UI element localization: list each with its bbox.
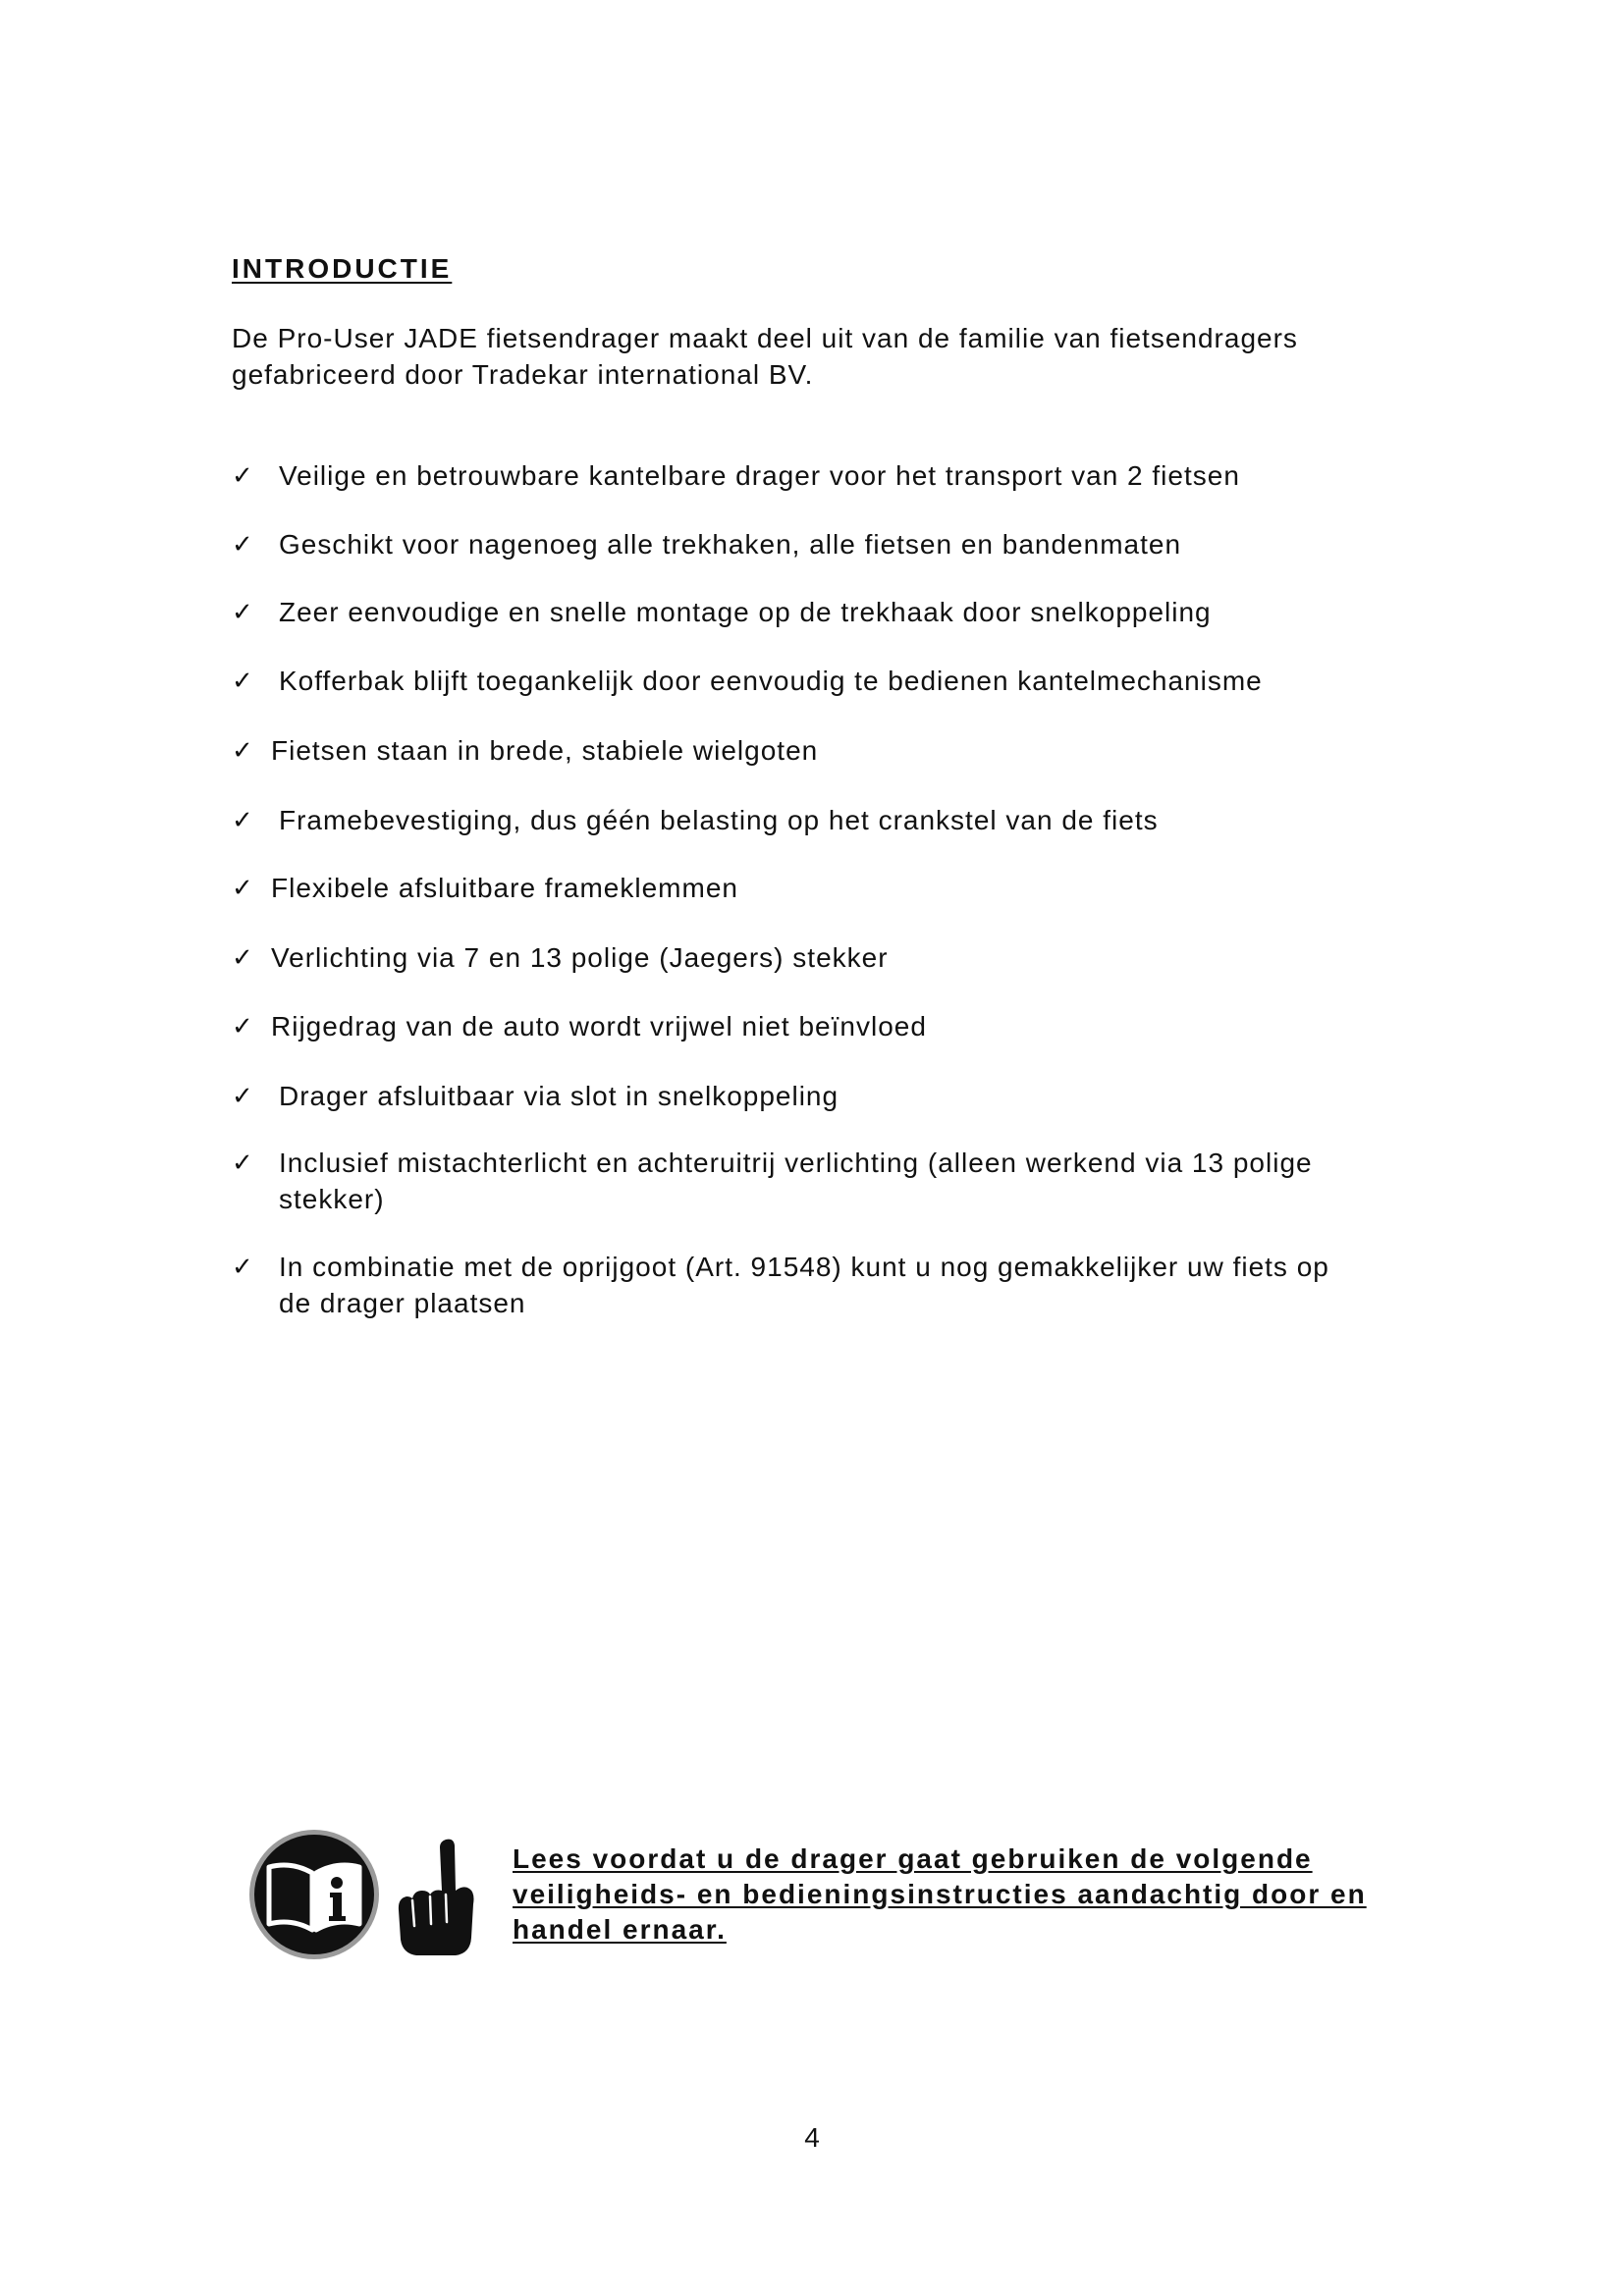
intro-paragraph: De Pro-User JADE fietsendrager maakt deel uit van de familie van fietsendragers gefabriceerd door Tradekar international BV. xyxy=(232,323,1298,390)
checkmark-icon: ✓ xyxy=(232,666,254,695)
feature-text: Flexibele afsluitbare frameklemmen xyxy=(271,873,738,903)
notice-text: Lees voordat u de drager gaat gebruiken de volgende veiligheids- en bedieningsinstructies aandachtig door en handel ernaar. xyxy=(513,1843,1367,1945)
page-number: 4 xyxy=(804,2122,820,2153)
section-title: INTRODUCTIE xyxy=(232,253,453,284)
safety-notice xyxy=(247,1828,1426,1975)
read-manual-info-icon xyxy=(247,1828,381,1961)
checkmark-icon: ✓ xyxy=(232,873,254,902)
feature-text: Zeer eenvoudige en snelle montage op de trekhaak door snelkoppeling xyxy=(279,597,1212,627)
feature-text: Inclusief mistachterlicht en achteruitrij verlichting (alleen werkend via 13 polige stekker) xyxy=(279,1148,1313,1214)
checkmark-icon: ✓ xyxy=(232,735,254,765)
feature-text: Kofferbak blijft toegankelijk door eenvoudig te bedienen kantelmechanisme xyxy=(279,666,1263,696)
checkmark-icon: ✓ xyxy=(232,460,254,490)
feature-text: Fietsen staan in brede, stabiele wielgoten xyxy=(271,735,819,766)
feature-text: Verlichting via 7 en 13 polige (Jaegers) stekker xyxy=(271,942,889,973)
pointing-finger-icon xyxy=(395,1836,477,1959)
feature-text: Drager afsluitbaar via slot in snelkoppeling xyxy=(279,1081,839,1111)
checkmark-icon: ✓ xyxy=(232,1081,254,1110)
checkmark-icon: ✓ xyxy=(232,1148,254,1177)
feature-text: In combinatie met de oprijgoot (Art. 91548) kunt u nog gemakkelijker uw fiets op de drager plaatsen xyxy=(279,1252,1329,1318)
checkmark-icon: ✓ xyxy=(232,805,254,834)
checkmark-icon: ✓ xyxy=(232,942,254,972)
checkmark-icon: ✓ xyxy=(232,1011,254,1041)
checkmark-icon: ✓ xyxy=(232,529,254,559)
checkmark-icon: ✓ xyxy=(232,597,254,626)
feature-text: Veilige en betrouwbare kantelbare drager voor het transport van 2 fietsen xyxy=(279,460,1240,491)
checkmark-icon: ✓ xyxy=(232,1252,254,1281)
feature-text: Geschikt voor nagenoeg alle trekhaken, alle fietsen en bandenmaten xyxy=(279,529,1182,560)
feature-text: Rijgedrag van de auto wordt vrijwel niet beïnvloed xyxy=(271,1011,927,1041)
feature-text: Framebevestiging, dus géén belasting op het crankstel van de fiets xyxy=(279,805,1159,835)
